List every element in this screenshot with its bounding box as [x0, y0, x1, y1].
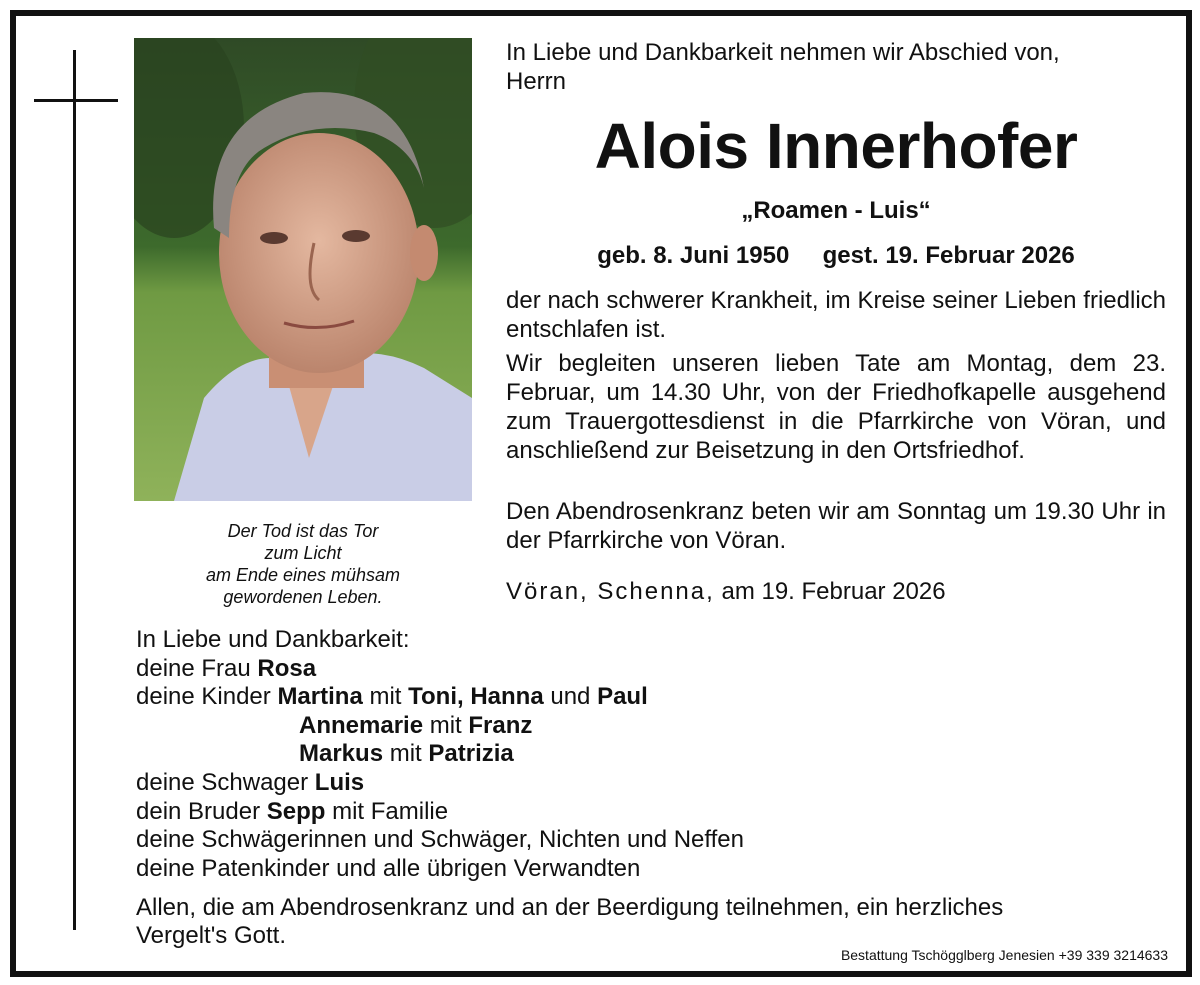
quote-line: Der Tod ist das Tor: [227, 521, 379, 541]
paragraph-passing: der nach schwerer Krankheit, im Kreise seiner Lieben friedlich entschlafen ist.: [506, 287, 1166, 343]
place-and-date: [506, 577, 946, 606]
intro-line: Herrn: [506, 68, 567, 95]
closing-line: Allen, die am Abendrosenkranz und an der Beerdigung teilnehmen, ein herzliches: [136, 894, 1004, 921]
closing-text: [136, 894, 1003, 950]
mourners-list: [136, 626, 744, 883]
date: am 19. Februar 2026: [714, 578, 946, 605]
mourner-inlaws: deine Schwägerinnen und Schwäger, Nichten und Neffen: [136, 826, 744, 854]
deceased-name: Alois Innerhofer: [594, 110, 1078, 182]
birth-date: geb. 8. Juni 1950: [597, 242, 790, 269]
place: Vöran, Schenna,: [506, 578, 715, 605]
quote-line: gewordenen Leben.: [223, 587, 383, 607]
death-date: gest. 19. Februar 2026: [822, 242, 1075, 269]
mourner-children: Markus mit Patrizia: [299, 740, 514, 768]
quote-line: zum Licht: [264, 543, 342, 563]
intro-text: [506, 38, 1060, 96]
memorial-quote: [150, 520, 456, 608]
cross-horizontal-bar: [34, 99, 118, 102]
mourner-children: deine Kinder Martina mit Toni, Hanna und Paul: [136, 683, 648, 711]
mourner-brother-in-law: deine Schwager Luis: [136, 768, 365, 796]
paragraph-funeral: Wir begleiten unseren lieben Tate am Montag, dem 23. Februar, um 14.30 Uhr, von der Friedhofkapelle ausgehend zum Trauergottesdienst in die Pfarrkirche von Vöran, und anschließend zur Beisetzung in den Ortsfriedhof.: [506, 350, 1166, 464]
mourner-brother: dein Bruder Sepp mit Familie: [136, 797, 449, 825]
mourner-godchildren: deine Patenkinder und alle übrigen Verwandten: [136, 854, 641, 882]
funeral-home-credit: Bestattung Tschögglberg Jenesien +39 339 3214633: [840, 947, 1168, 963]
cross-vertical-bar: [73, 50, 76, 930]
nickname: „Roamen - Luis“: [741, 197, 931, 224]
closing-line: Vergelt's Gott.: [136, 922, 286, 949]
mourners-heading: In Liebe und Dankbarkeit:: [136, 626, 410, 653]
intro-line: In Liebe und Dankbarkeit nehmen wir Abschied von,: [506, 39, 1060, 66]
life-dates: [506, 241, 1166, 271]
quote-line: am Ende eines mühsam: [205, 565, 401, 585]
mourner-children: Annemarie mit Franz: [299, 711, 533, 739]
portrait-photo: [134, 38, 472, 501]
paragraph-rosary: Den Abendrosenkranz beten wir am Sonntag um 19.30 Uhr in der Pfarrkirche von Vöran.: [506, 498, 1166, 554]
mourner-wife: deine Frau Rosa: [136, 654, 317, 682]
